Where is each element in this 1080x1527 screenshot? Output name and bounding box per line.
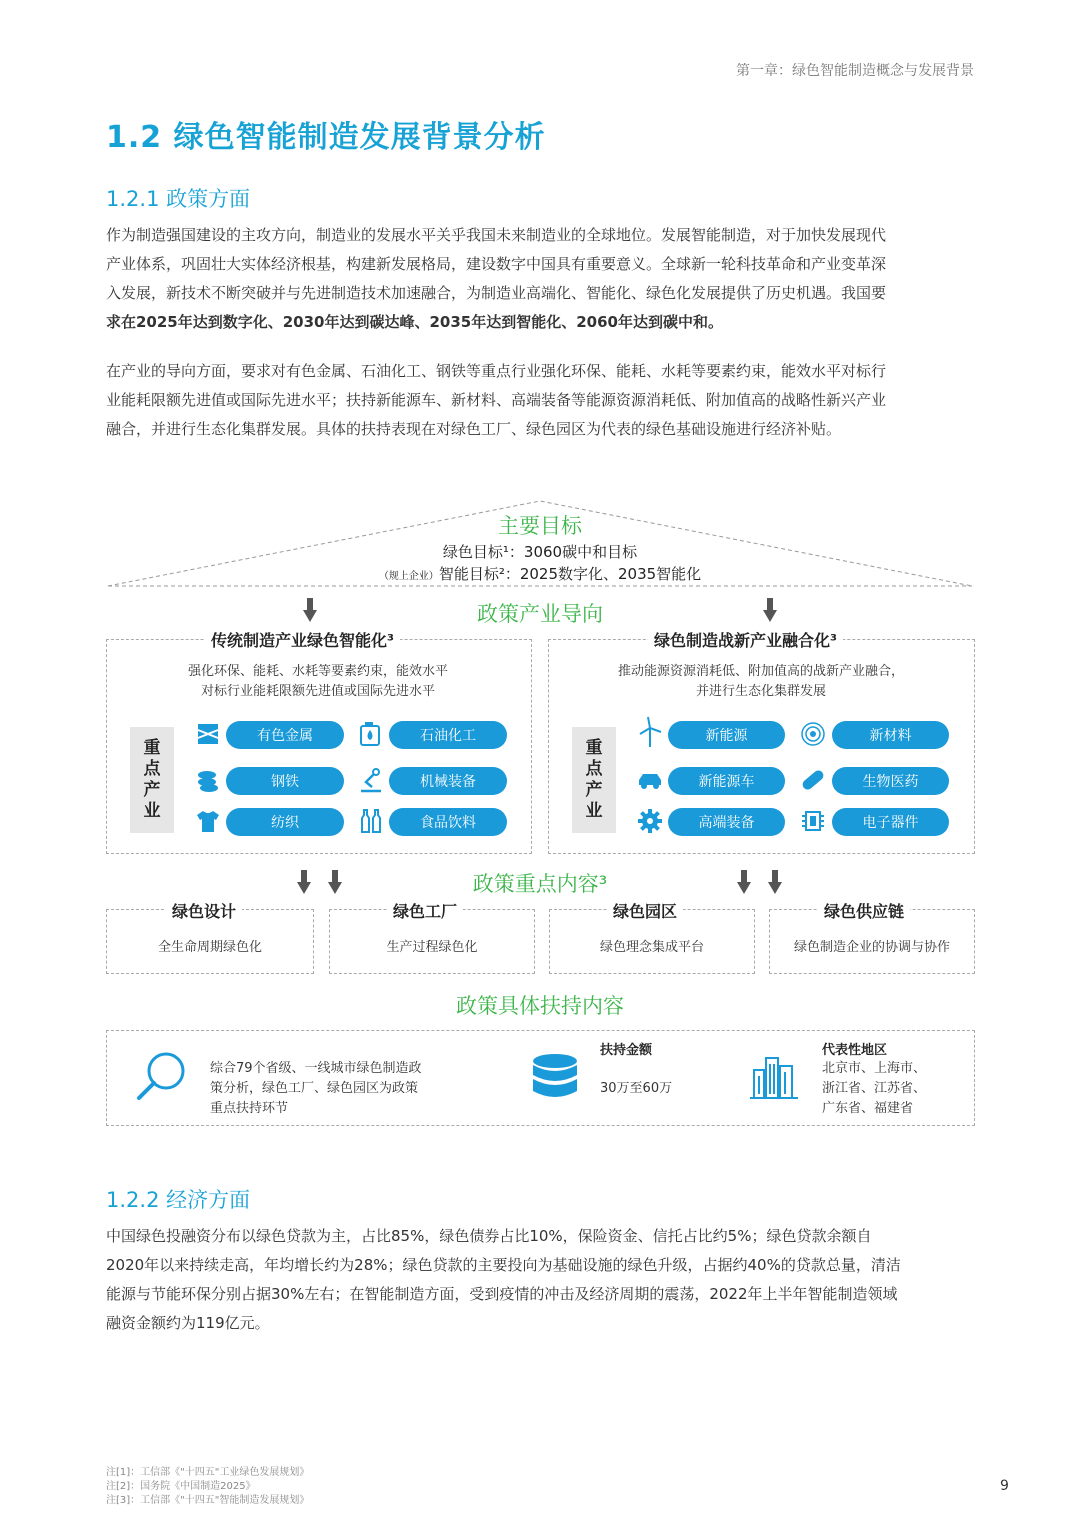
arrow-down-icon <box>768 870 782 894</box>
text-line: 融合，并进行生态化集群发展。具体的扶持表现在对绿色工厂、绿色园区为代表的绿色基础设施进行经济补贴。 <box>106 420 842 438</box>
goal-note: （规上企业） <box>378 571 439 582</box>
support-desc <box>210 1059 422 1119</box>
industry-pill: 生物医药 <box>832 767 949 795</box>
arrow-down-icon <box>303 598 317 622</box>
text-line: 产业体系，巩固壮大实体经济根基，构建新发展格局，建设数字中国具有重要意义。全球新一轮科技革命和产业变革深 <box>106 255 887 273</box>
text-line: 融资金额约为119亿元。 <box>106 1314 270 1332</box>
label-char: 重 <box>585 738 603 758</box>
left-panel-title: 传统制造产业绿色智能化³ <box>205 628 400 651</box>
text-line: 中国绿色投融资分布以绿色贷款为主，占比85%，绿色债券占比10%，保险资金、信托占比约5%；绿色贷款余额自 <box>106 1227 872 1245</box>
goal-title: 主要目标 <box>498 514 582 538</box>
industry-pill: 新能源 <box>668 721 785 749</box>
label-char: 重 <box>143 738 161 758</box>
industry-pill: 高端装备 <box>668 808 785 836</box>
arrow-down-icon <box>328 870 342 894</box>
gear-icon <box>637 808 663 834</box>
text-line: 能源与节能环保分别占据30%左右；在智能制造方面，受到疫情的冲击及经济周期的震荡，2022年上半年智能制造领域 <box>106 1285 898 1303</box>
focus-box-title: 绿色供应链 <box>818 899 910 922</box>
footnote: 注[2]：国务院《中国制造2025》 <box>106 1481 256 1492</box>
footnote: 注[3]：工信部《"十四五"智能制造发展规划》 <box>106 1495 310 1506</box>
focus-title: 政策重点内容³ <box>472 872 608 896</box>
label-char: 产 <box>143 780 161 800</box>
focus-box-title: 绿色设计 <box>166 899 242 922</box>
focus-box-sub: 生产过程绿色化 <box>386 940 478 955</box>
arrow-down-icon <box>763 598 777 622</box>
amount-value: 30万至60万 <box>600 1081 673 1096</box>
label-char: 点 <box>585 759 603 779</box>
policy-paragraph-2 <box>106 357 974 444</box>
machinery-icon <box>358 767 384 793</box>
economy-heading: 1.2.2 经济方面 <box>106 1188 251 1212</box>
text-line: 浙江省、江苏省、 <box>822 1081 927 1096</box>
industry-pill: 新材料 <box>832 721 949 749</box>
right-panel-desc <box>552 662 970 702</box>
goal-smart-text: 智能目标²：2025数字化、2035智能化 <box>438 565 702 583</box>
text-line: 重点扶持环节 <box>210 1101 289 1116</box>
search-icon <box>136 1050 188 1102</box>
footnote: 注[1]：工信部《"十四五"工业绿色发展规划》 <box>106 1467 310 1478</box>
text-line: 业能耗限额先进值或国际先进水平；扶持新能源车、新材料、高端装备等能源资源消耗低、附加值高的战略性新兴产业 <box>106 391 887 409</box>
amount-title: 扶持金额 <box>600 1043 653 1058</box>
desc-line: 推动能源资源消耗低、附加值高的战新产业融合， <box>617 664 904 679</box>
label-char: 点 <box>143 759 161 779</box>
text-line: 求在2025年达到数字化、2030年达到碳达峰、2035年达到智能化、2060年达到碳中和。 <box>106 313 723 331</box>
text-line: 入发展，新技术不断突破并与先进制造技术加速融合，为制造业高端化、智能化、绿色化发展提供了历史机遇。我国要 <box>106 284 887 302</box>
pill-icon <box>800 767 826 793</box>
policy-heading: 1.2.1 政策方面 <box>106 187 251 211</box>
left-panel-desc <box>110 662 526 702</box>
wind-turbine-icon <box>637 716 663 748</box>
text-line: 2020年以来持续走高，年均增长约为28%；绿色贷款的主要投向为基础设施的绿色升级，占据约40%的贷款总量，清洁 <box>106 1256 901 1274</box>
car-icon <box>637 767 663 793</box>
industry-pill: 钢铁 <box>226 767 344 795</box>
policy-paragraph-1 <box>106 221 974 337</box>
industry-pill: 电子器件 <box>832 808 949 836</box>
industry-pill: 机械装备 <box>389 767 507 795</box>
section-title: 1.2 绿色智能制造发展背景分析 <box>106 120 546 155</box>
desc-line: 并进行生态化集群发展 <box>695 684 826 699</box>
right-panel-title: 绿色制造战新产业融合化³ <box>648 628 843 651</box>
database-icon <box>530 1053 580 1101</box>
support-title: 政策具体扶持内容 <box>456 994 624 1018</box>
left-key-industry-label <box>130 727 174 833</box>
food-drink-icon <box>358 808 384 834</box>
text-line: 北京市、上海市、 <box>822 1061 927 1076</box>
material-icon <box>800 721 826 747</box>
region-title: 代表性地区 <box>822 1043 888 1058</box>
focus-box-title: 绿色园区 <box>607 899 683 922</box>
industry-pill: 纺织 <box>226 808 344 836</box>
label-char: 业 <box>585 801 603 821</box>
goal-green: 绿色目标¹：3060碳中和目标 <box>442 543 638 561</box>
petrochem-icon <box>358 721 384 747</box>
guide-title: 政策产业导向 <box>477 602 603 626</box>
metal-icon <box>195 721 221 747</box>
text-line: 在产业的导向方面，要求对有色金属、石油化工、钢铁等重点行业强化环保、能耗、水耗等要素约束，能效水平对标行 <box>106 362 887 380</box>
chip-icon <box>800 808 826 834</box>
region-list <box>822 1059 926 1119</box>
text-line: 广东省、福建省 <box>822 1101 914 1116</box>
focus-box-sub: 绿色理念集成平台 <box>599 940 704 955</box>
steel-icon <box>195 767 221 793</box>
goal-smart <box>280 563 800 584</box>
desc-line: 对标行业能耗限额先进值或国际先进水平 <box>200 684 435 699</box>
focus-box-sub: 全生命周期绿色化 <box>157 940 262 955</box>
footnotes <box>106 1466 309 1508</box>
chapter-header: 第一章：绿色智能制造概念与发展背景 <box>736 63 974 79</box>
textile-icon <box>195 808 221 834</box>
right-key-industry-label <box>572 727 616 833</box>
focus-box-title: 绿色工厂 <box>387 899 463 922</box>
label-char: 产 <box>585 780 603 800</box>
desc-line: 强化环保、能耗、水耗等要素约束，能效水平 <box>187 664 448 679</box>
industry-pill: 石油化工 <box>389 721 507 749</box>
text-line: 策分析，绿色工厂、绿色园区为政策 <box>210 1081 419 1096</box>
page-number: 9 <box>1000 1478 1009 1494</box>
focus-box-sub: 绿色制造企业的协调与协作 <box>793 940 950 955</box>
text-line: 作为制造强国建设的主攻方向，制造业的发展水平关乎我国未来制造业的全球地位。发展智能制造，对于加快发展现代 <box>106 226 887 244</box>
arrow-down-icon <box>297 870 311 894</box>
city-buildings-icon <box>750 1054 798 1100</box>
economy-paragraph <box>106 1222 974 1338</box>
industry-pill: 食品饮料 <box>389 808 507 836</box>
industry-pill: 新能源车 <box>668 767 785 795</box>
label-char: 业 <box>143 801 161 821</box>
industry-pill: 有色金属 <box>226 721 344 749</box>
arrow-down-icon <box>737 870 751 894</box>
text-line: 综合79个省级、一线城市绿色制造政 <box>210 1061 422 1076</box>
